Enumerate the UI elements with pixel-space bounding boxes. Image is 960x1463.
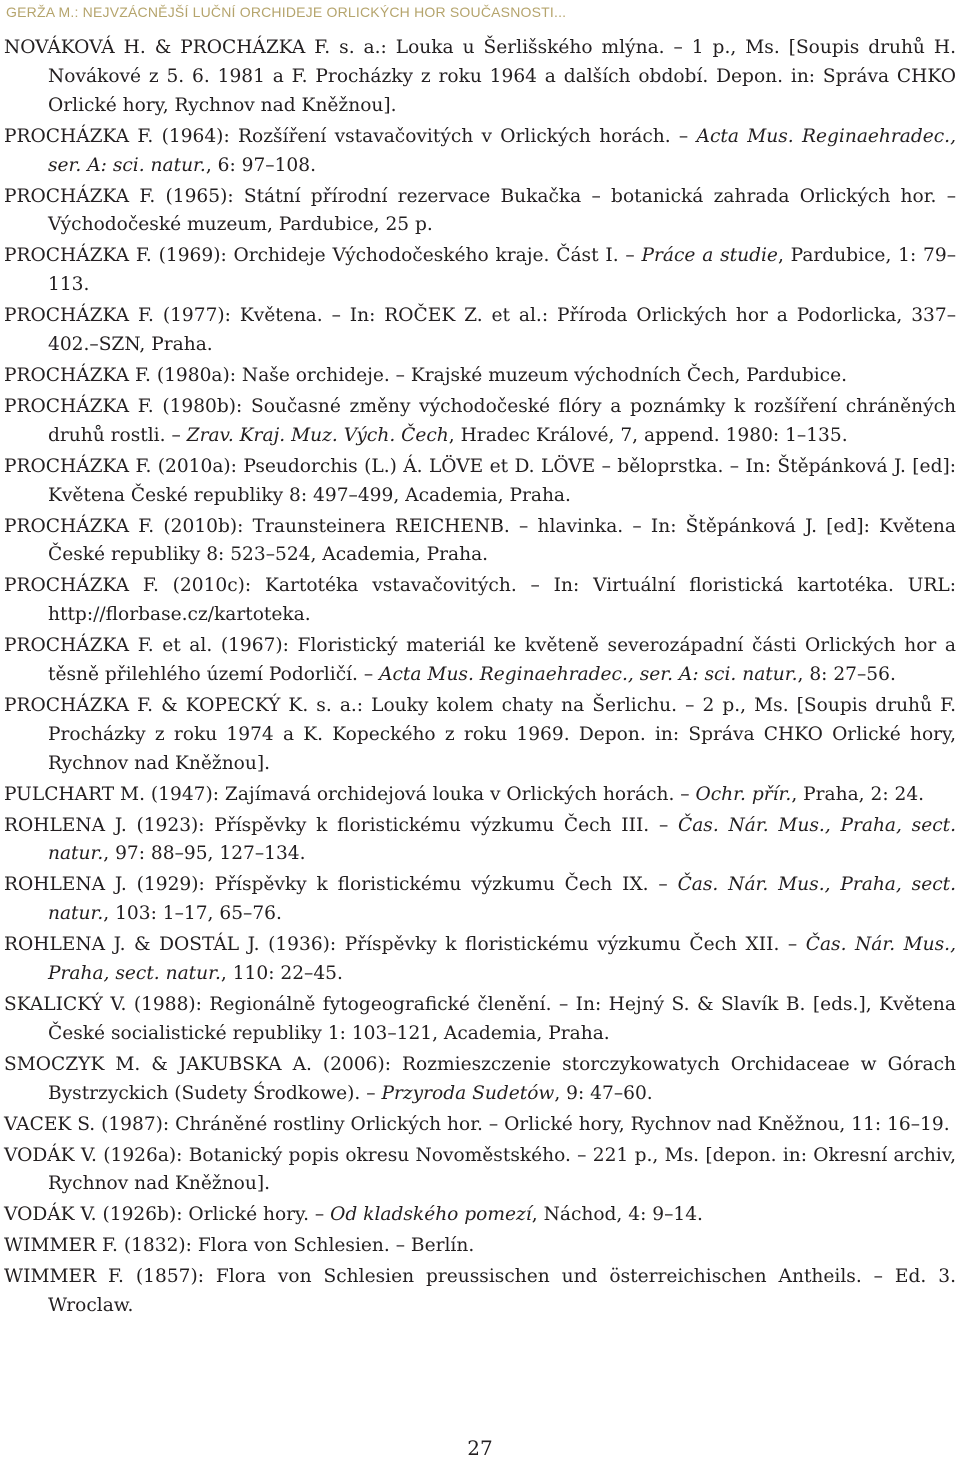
reference-entry <box>4 183 956 241</box>
reference-text: PROCHÁZKA F. & KOPECKÝ K. s. a.: Louky kolem chaty na Šerlichu. – 2 p., Ms. [Soupis druhů F. Procházky z roku 1974 a K. Kopeckého z roku 1969. Depon. in: Správa CHKO Orlické hory, Rychnov nad Kněžnou]. <box>4 694 956 774</box>
running-header: GERŽA M.: NEJVZÁCNĚJŠÍ LUČNÍ ORCHIDEJE ORLICKÝCH HOR SOUČASNOSTI... <box>6 4 567 20</box>
reference-entry <box>4 1232 956 1261</box>
reference-text: , 8: 27–56. <box>797 664 896 686</box>
reference-italic-text: Przyroda Sudetów <box>381 1082 555 1104</box>
reference-text: , Pardubice, 1: 79–113. <box>48 245 956 296</box>
reference-italic-text: Ochr. přír. <box>695 783 792 805</box>
reference-text: ROHLENA J. (1929): Příspěvky k floristickému výzkumu Čech IX. – <box>4 874 678 896</box>
reference-italic-text: Acta Mus. Reginaehradec., ser. A: sci. natur. <box>379 664 798 686</box>
reference-entry <box>4 513 956 571</box>
reference-text: PROCHÁZKA F. (1980b): Současné změny východočeské flóry a poznámky k rozšíření chráněných druhů rostli. – <box>4 395 956 446</box>
reference-entry <box>4 393 956 451</box>
reference-text: SMOCZYK M. & JAKUBSKA A. (2006): Rozmieszczenie storczykowatych Orchidaceae w Górach Bystrzyckich (Sudety Środkowe). – <box>4 1053 956 1104</box>
reference-list <box>4 34 956 1323</box>
reference-text: , 6: 97–108. <box>205 154 316 176</box>
reference-text: , 9: 47–60. <box>554 1082 653 1104</box>
reference-text: , Praha, 2: 24. <box>791 783 925 805</box>
reference-entry <box>4 572 956 630</box>
reference-text: PROCHÁZKA F. (2010a): Pseudorchis (L.) Á. LÖVE et D. LÖVE – běloprstka. – In: Štěpánková J. [ed]: Květena České republiky 8: 497–499, Academia, Praha. <box>4 455 956 506</box>
reference-italic-text: Práce a studie <box>641 245 778 267</box>
reference-text: PULCHART M. (1947): Zajímavá orchidejová louka v Orlických horách. – <box>4 783 696 805</box>
reference-entry <box>4 632 956 690</box>
reference-text: , Hradec Králové, 7, append. 1980: 1–135. <box>448 424 848 446</box>
reference-entry <box>4 812 956 870</box>
reference-italic-text: Zrav. Kraj. Muz. Vých. Čech <box>186 424 449 446</box>
reference-italic-text: Čas. Nár. Mus., Praha, sect. natur. <box>48 934 956 985</box>
reference-entry <box>4 34 956 121</box>
reference-text: PROCHÁZKA F. (1964): Rozšíření vstavačovitých v Orlických horách. – <box>4 125 697 147</box>
reference-entry <box>4 1111 956 1140</box>
reference-text: PROCHÁZKA F. (2010b): Traunsteinera REICHENB. – hlavinka. – In: Štěpánková J. [ed]: Květena České republiky 8: 523–524, Academia, Praha. <box>4 515 956 566</box>
reference-entry <box>4 242 956 300</box>
reference-italic-text: Acta Mus. Reginaehradec., ser. A: sci. natur. <box>48 125 956 176</box>
reference-entry <box>4 1201 956 1230</box>
reference-text: NOVÁKOVÁ H. & PROCHÁZKA F. s. a.: Louka u Šerlišského mlýna. – 1 p., Ms. [Soupis druhů H. Novákové z 5. 6. 1981 a F. Procházky z roku 1964 a dalších období. Depon. in: Správa CHKO Orlické hory, Rychnov nad Kněžnou]. <box>4 37 956 116</box>
reference-text: WIMMER F. (1857): Flora von Schlesien preussischen und österreichischen Antheils. – Ed. 3. Wroclaw. <box>4 1266 956 1317</box>
reference-text: VACEK S. (1987): Chráněné rostliny Orlických hor. – Orlické hory, Rychnov nad Kněžnou, 11: 16–19. <box>4 1113 950 1135</box>
reference-text: PROCHÁZKA F. (1969): Orchideje Východočeského kraje. Část I. – <box>4 245 642 267</box>
reference-italic-text: Čas. Nár. Mus., Praha, sect. natur. <box>48 814 956 865</box>
reference-italic-text: Od kladského pomezí <box>330 1204 532 1226</box>
reference-entry <box>4 123 956 181</box>
reference-text: VODÁK V. (1926b): Orlické hory. – <box>4 1204 331 1226</box>
reference-text: , 110: 22–45. <box>220 963 343 985</box>
reference-text: , Náchod, 4: 9–14. <box>531 1204 703 1226</box>
reference-entry <box>4 991 956 1049</box>
reference-entry <box>4 302 956 360</box>
reference-entry <box>4 1263 956 1321</box>
reference-text: PROCHÁZKA F. et al. (1967): Floristický materiál ke květeně severozápadní části Orlických hor a těsně přilehlého území Podorličí. – <box>4 635 956 686</box>
reference-text: SKALICKÝ V. (1988): Regionálně fytogeografické členění. – In: Hejný S. & Slavík B. [eds.], Květena České socialistické republiky 1: 103–121, Academia, Praha. <box>4 994 956 1044</box>
reference-entry <box>4 781 956 810</box>
page-number: 27 <box>467 1436 493 1460</box>
reference-text: , 103: 1–17, 65–76. <box>103 903 282 925</box>
reference-entry <box>4 931 956 989</box>
reference-italic-text: Čas. Nár. Mus., Praha, sect. natur. <box>48 874 956 925</box>
reference-text: , 97: 88–95, 127–134. <box>103 843 306 865</box>
reference-entry <box>4 1142 956 1200</box>
reference-text: WIMMER F. (1832): Flora von Schlesien. – Berlín. <box>4 1235 475 1257</box>
reference-text: PROCHÁZKA F. (1980a): Naše orchideje. – Krajské muzeum východních Čech, Pardubice. <box>4 364 847 386</box>
reference-text: PROCHÁZKA F. (1977): Květena. – In: ROČEK Z. et al.: Příroda Orlických hor a Podorlicka, 337–402.–SZN, Praha. <box>4 305 956 356</box>
reference-entry <box>4 1051 956 1109</box>
reference-text: PROCHÁZKA F. (1965): Státní přírodní rezervace Bukačka – botanická zahrada Orlických hor. – Východočeské muzeum, Pardubice, 25 p. <box>4 185 956 236</box>
reference-text: ROHLENA J. (1923): Příspěvky k floristickému výzkumu Čech III. – <box>4 814 678 836</box>
reference-entry <box>4 692 956 779</box>
reference-text: PROCHÁZKA F. (2010c): Kartotéka vstavačovitých. – In: Virtuální floristická kartotéka. URL: http://florbase.cz/kartoteka. <box>4 575 956 626</box>
reference-entry <box>4 871 956 929</box>
reference-entry <box>4 362 956 391</box>
reference-text: ROHLENA J. & DOSTÁL J. (1936): Příspěvky k floristickému výzkumu Čech XII. – <box>4 934 806 956</box>
reference-text: VODÁK V. (1926a): Botanický popis okresu Novoměstského. – 221 p., Ms. [depon. in: Okresní archiv, Rychnov nad Kněžnou]. <box>4 1144 956 1195</box>
reference-entry <box>4 453 956 511</box>
